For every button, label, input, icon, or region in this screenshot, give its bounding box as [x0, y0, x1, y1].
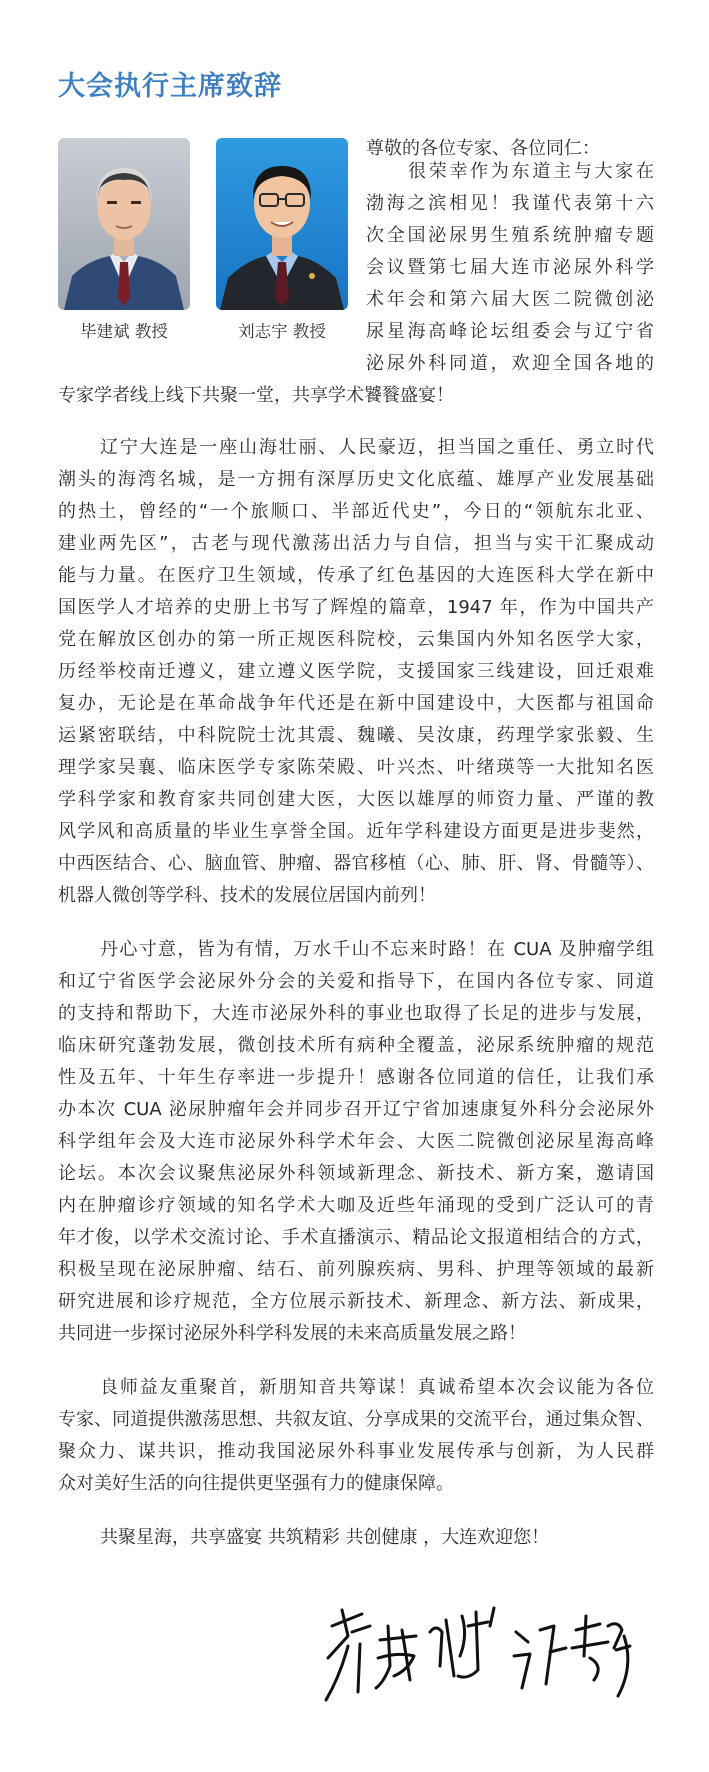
text-line: 机器人微创等学科、技术的发展位居国内前列！ [58, 885, 436, 906]
portrait-photo-bi-jianbin [58, 138, 190, 310]
text-line: 年才俊，以学术交流讨论、手术直播演示、精品论文报道相结合的方式， [58, 1227, 654, 1248]
page-title: 大会执行主席致辞 [58, 71, 282, 102]
text-line: 历经举校南迁遵义，建立遵义医学院，支援国家三线建设，回迁艰难 [58, 661, 654, 682]
text-line: 复办，无论是在革命战争年代还是在新中国建设中，大医都与祖国命 [58, 693, 654, 714]
handwritten-signature [318, 1596, 658, 1708]
text-line: 次全国泌尿男生殖系统肿瘤专题 [366, 225, 654, 246]
text-line: 的热土，曾经的“一个旅顺口、半部近代史”，今日的“领航东北亚、 [58, 501, 654, 522]
text-line: 风学风和高质量的毕业生享誉全国。近年学科建设方面更是进步斐然， [58, 821, 654, 842]
closing-line: 共聚星海，共享盛宴 共筑精彩 共创健康 ，大连欢迎您！ [100, 1527, 550, 1548]
text-line: 专家学者线上线下共聚一堂，共享学术饕餮盛宴！ [58, 385, 454, 406]
text-line: 国医学人才培养的史册上书写了辉煌的篇章，1947 年，作为中国共产 [58, 597, 654, 618]
portrait-caption: 刘志宇 教授 [238, 322, 326, 341]
salutation: 尊敬的各位专家、各位同仁： [366, 138, 600, 159]
text-line: 能与力量。在医疗卫生领域，传承了红色基因的大连医科大学在新中 [58, 565, 654, 586]
text-line: 理学家吴襄、临床医学专家陈荣殿、叶兴杰、叶绪瑛等一大批知名医 [58, 757, 654, 778]
text-line: 学科学家和教育家共同创建大医，大医以雄厚的师资力量、严谨的教 [58, 789, 654, 810]
text-line: 临床研究蓬勃发展，微创技术所有病种全覆盖，泌尿系统肿瘤的规范 [58, 1035, 654, 1056]
text-line: 论坛。本次会议聚焦泌尿外科领域新理念、新技术、新方案，邀请国 [58, 1163, 654, 1184]
text-line: 党在解放区创办的第一所正规医科院校，云集国内外知名医学大家， [58, 629, 654, 650]
text-line: 科学组年会及大连市泌尿外科学术年会、大医二院微创泌尿星海高峰 [58, 1131, 654, 1152]
text-line: 辽宁大连是一座山海壮丽、人民豪迈，担当国之重任、勇立时代 [100, 437, 654, 458]
text-line: 运紧密联结，中科院院士沈其震、魏曦、吴汝康，药理学家张毅、生 [58, 725, 654, 746]
text-line: 潮头的海湾名城，是一方拥有深厚历史文化底蕴、雄厚产业发展基础 [58, 469, 654, 490]
text-line: 办本次 CUA 泌尿肿瘤年会并同步召开辽宁省加速康复外科分会泌尿外 [58, 1099, 654, 1120]
text-line: 渤海之滨相见！我谨代表第十六 [366, 193, 654, 214]
text-line: 众对美好生活的向往提供更坚强有力的健康保障。 [58, 1473, 454, 1494]
text-line: 内在肿瘤诊疗领域的知名学术大咖及近些年涌现的受到广泛认可的青 [58, 1195, 654, 1216]
text-line: 建业两先区”，古老与现代激荡出活力与自信，担当与实干汇聚成动 [58, 533, 654, 554]
text-line: 和辽宁省医学会泌尿外分会的关爱和指导下，在国内各位专家、同道 [58, 971, 654, 992]
text-line: 专家、同道提供激荡思想、共叙友谊、分享成果的交流平台，通过集众智、 [58, 1409, 654, 1430]
portrait-photo-liu-zhiyu [216, 138, 348, 310]
text-line: 研究进展和诊疗规范，全方位展示新技术、新理念、新方法、新成果， [58, 1291, 654, 1312]
text-line: 中西医结合、心、脑血管、肿瘤、器官移植（心、肺、肝、肾、骨髓等）、 [58, 853, 654, 874]
text-line: 聚众力、谋共识，推动我国泌尿外科事业发展传承与创新，为人民群 [58, 1441, 654, 1462]
text-line: 良师益友重聚首，新朋知音共筹谋！真诚希望本次会议能为各位 [100, 1377, 654, 1398]
portrait-caption: 毕建斌 教授 [80, 322, 168, 341]
text-line: 丹心寸意，皆为有情，万水千山不忘来时路！在 CUA 及肿瘤学组 [100, 939, 654, 960]
text-line: 尿星海高峰论坛组委会与辽宁省 [366, 321, 654, 342]
text-line: 术年会和第六届大医二院微创泌 [366, 289, 654, 310]
text-line: 会议暨第七届大连市泌尿外科学 [366, 257, 654, 278]
text-line: 积极呈现在泌尿肿瘤、结石、前列腺疾病、男科、护理等领域的最新 [58, 1259, 654, 1280]
text-line: 性及五年、十年生存率进一步提升！感谢各位同道的信任，让我们承 [58, 1067, 654, 1088]
text-line: 的支持和帮助下，大连市泌尿外科的事业也取得了长足的进步与发展， [58, 1003, 654, 1024]
text-line: 泌尿外科同道，欢迎全国各地的 [366, 353, 654, 374]
text-line: 很荣幸作为东道主与大家在 [408, 161, 654, 182]
text-line: 共同进一步探讨泌尿外科学科发展的未来高质量发展之路！ [58, 1323, 526, 1344]
